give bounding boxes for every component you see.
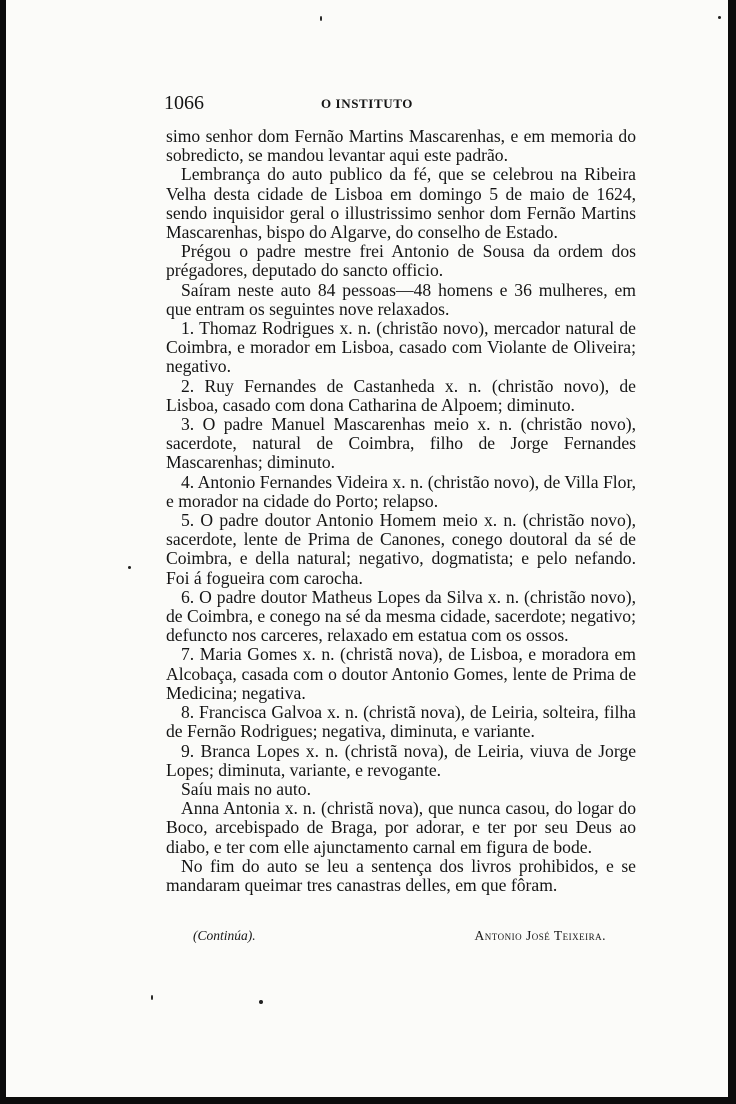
body-text	[166, 127, 636, 895]
paragraph: 7. Maria Gomes x. n. (christã nova), de Lisboa, e moradora em Alcobaça, casada com o doutor Antonio Gomes, lente de Prima de Medicina; negativa.	[166, 644, 636, 703]
running-title: O INSTITUTO	[321, 96, 413, 111]
page-header	[6, 92, 728, 116]
paragraph: Anna Antonia x. n. (christã nova), que nunca casou, do logar do Boco, arcebispado de Braga, por adorar, e ter por seu Deus ao diabo, e ter com elle ajunctamento carnal em figura de bode.	[166, 798, 636, 857]
paragraph: 9. Branca Lopes x. n. (christã nova), de Leiria, viuva de Jorge Lopes; diminuta, variante, e revogante.	[166, 740, 636, 780]
paragraph: 3. O padre Manuel Mascarenhas meio x. n. (christão novo), sacerdote, natural de Coimbra, filho de Jorge Fernandes Mascarenhas; diminuto.	[166, 414, 636, 473]
scan-speck	[320, 16, 322, 21]
paragraph: 6. O padre doutor Matheus Lopes da Silva x. n. (christão novo), de Coimbra, e conego na sé da mesma cidade, sacerdote; negativo; defuncto nos carceres, relaxado em estatua com os ossos.	[166, 586, 636, 646]
paragraph: Prégou o padre mestre frei Antonio de Sousa da ordem dos prégadores, deputado do sancto officio.	[166, 241, 636, 281]
paragraph: No fim do auto se leu a sentença dos livros prohibidos, e se mandaram queimar tres canastras delles, em que fôram.	[166, 855, 636, 895]
paragraph: simo senhor dom Fernão Martins Mascarenhas, e em memoria do sobredicto, se mandou levantar aqui este padrão.	[166, 126, 636, 166]
scan-speck	[718, 16, 721, 19]
paragraph: 2. Ruy Fernandes de Castanheda x. n. (christão novo), de Lisboa, casado com dona Catharina de Alpoem; diminuto.	[166, 375, 636, 415]
scan-speck	[259, 1000, 263, 1004]
paragraph: Saíram neste auto 84 pessoas—48 homens e 36 mulheres, em que entram os seguintes nove relaxados.	[166, 279, 636, 319]
paragraph: 1. Thomaz Rodrigues x. n. (christão novo), mercador natural de Coimbra, e morador em Lisboa, casado com Violante de Oliveira; negativo.	[166, 318, 636, 377]
paragraph: 8. Francisca Galvoa x. n. (christã nova), de Leiria, solteira, filha de Fernão Rodrigues; negativa, diminuta, e variante.	[166, 702, 636, 742]
page-number: 1066	[164, 92, 204, 114]
author-name: Antonio José Teixeira.	[474, 928, 606, 943]
paragraph: Saíu mais no auto.	[181, 778, 311, 799]
scan-speck	[151, 995, 153, 1000]
paragraph: 5. O padre doutor Antonio Homem meio x. n. (christão novo), sacerdote, lente de Prima de Canones, conego doutoral da sé de Coimbra, e della natural; negativo, dogmatista; e pelo nefando. Foi á fogueira com carocha.	[166, 510, 636, 588]
signature-line	[166, 928, 606, 950]
continua-note: (Continúa).	[193, 928, 256, 943]
paragraph: Lembrança do auto publico da fé, que se celebrou na Ribeira Velha desta cidade de Lisboa em domingo 5 de maio de 1624, sendo inquisidor geral o illustrissimo senhor dom Fernão Martins Mascarenhas, bispo do Algarve, do conselho de Estado.	[166, 164, 636, 243]
scan-speck	[128, 566, 131, 569]
paragraph: 4. Antonio Fernandes Videira x. n. (christão novo), de Villa Flor, e morador na cidade do Porto; relapso.	[166, 471, 636, 511]
